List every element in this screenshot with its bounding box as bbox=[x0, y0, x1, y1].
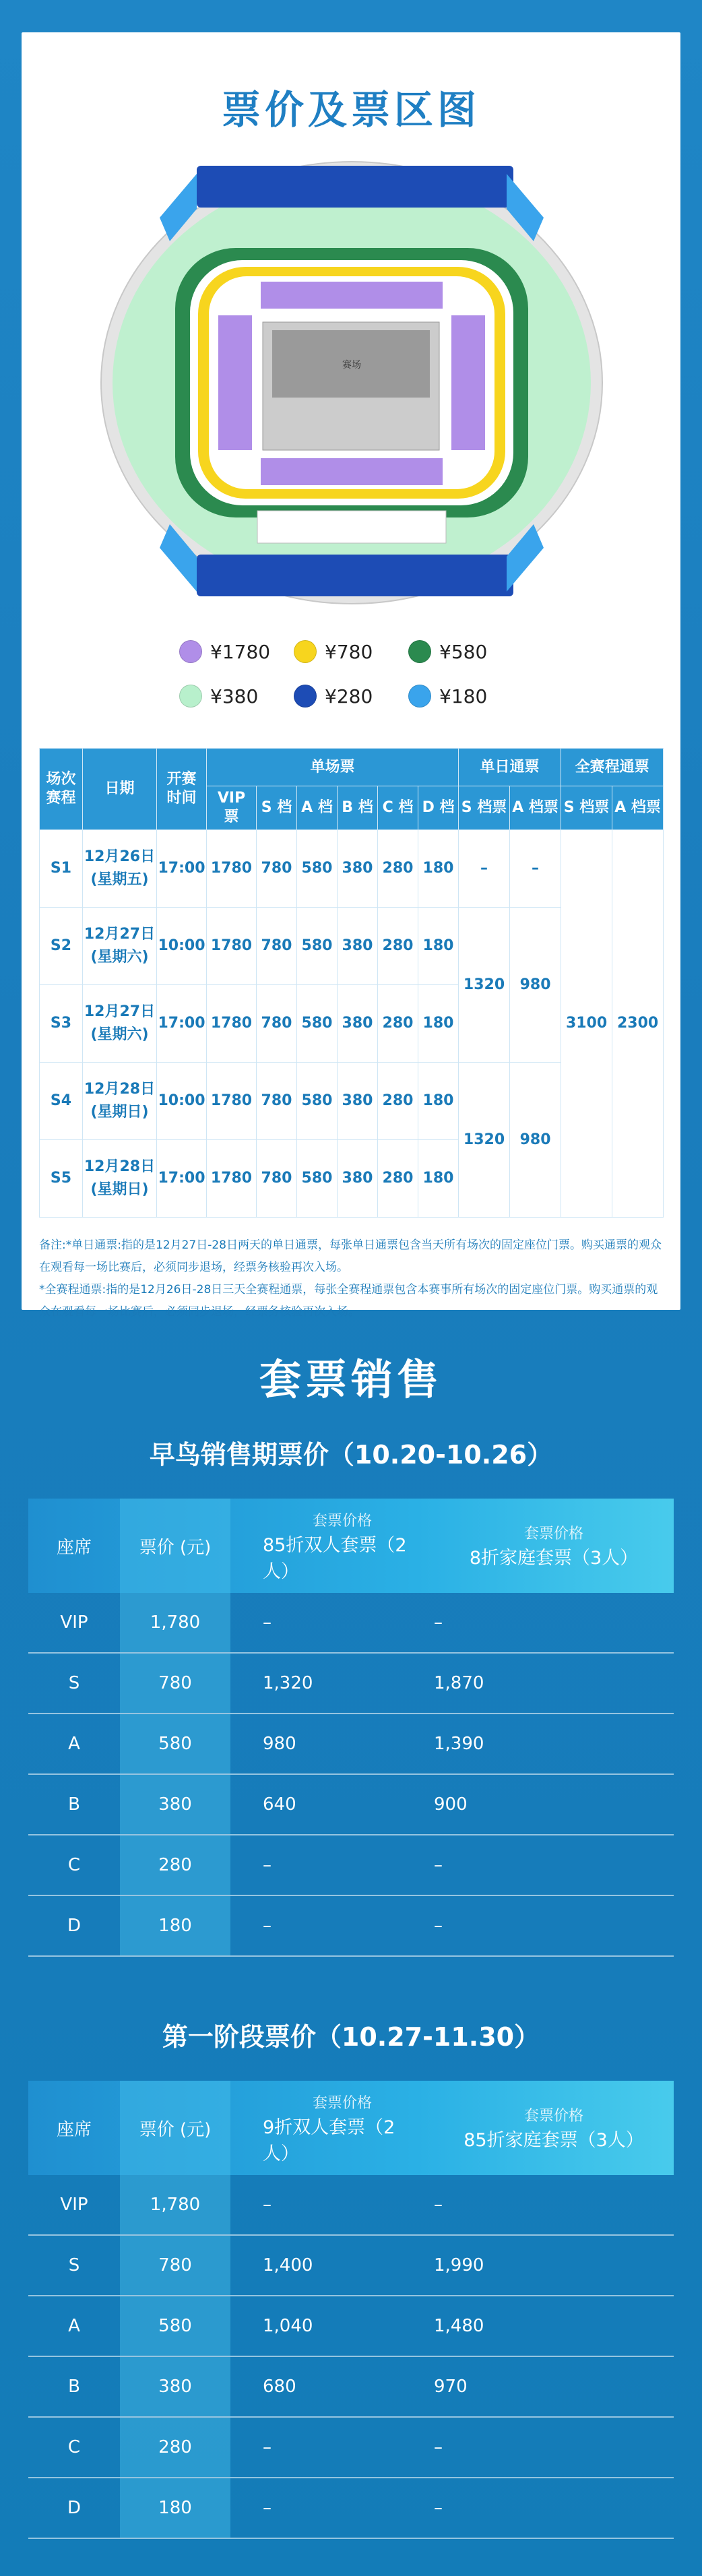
th-a: A 档 bbox=[297, 786, 338, 830]
th-d: D 档 bbox=[418, 786, 459, 830]
th-date: 日期 bbox=[83, 749, 157, 830]
th-s: S 档 bbox=[257, 786, 297, 830]
legend-row-2 bbox=[22, 685, 680, 708]
th-session: 场次 赛程 bbox=[40, 749, 83, 830]
legend-item: ¥380 bbox=[179, 685, 294, 708]
ticket-card bbox=[22, 32, 680, 1319]
table-row: B 380 640 900 bbox=[28, 1775, 674, 1835]
legend-item: ¥780 bbox=[294, 640, 408, 663]
field-label: 赛场 bbox=[342, 360, 361, 371]
block-vip-right bbox=[451, 315, 485, 450]
table-row: S 780 1,320 1,870 bbox=[28, 1654, 674, 1714]
th-day-pass: 单日通票 bbox=[459, 749, 561, 786]
block-vip-top bbox=[261, 282, 443, 309]
table-row: C 280 – – bbox=[28, 2418, 674, 2478]
block-vip-left bbox=[218, 315, 252, 450]
th-full-a: A 档票 bbox=[612, 786, 664, 830]
early-bird-head: 座席 票价 (元) 套票价格 85折双人套票（2人） 套票价格 8折家庭套票（3人） bbox=[28, 1499, 674, 1593]
table-row: S1 12月26日 (星期五) 17:00 1780 780 580 380 280 180 – – 3100 2300 bbox=[40, 830, 664, 908]
phase1-head: 座席 票价 (元) 套票价格 9折双人套票（2人） 套票价格 85折家庭套票（3人） bbox=[28, 2081, 674, 2175]
th-c: C 档 bbox=[378, 786, 418, 830]
th-single: 单场票 bbox=[207, 749, 459, 786]
card-title: 票价及票区图 bbox=[221, 87, 480, 133]
early-bird-title: 早鸟销售期票价（10.20-10.26） bbox=[149, 1440, 553, 1470]
table-row: A 580 1,040 1,480 bbox=[28, 2296, 674, 2357]
table-row: S 780 1,400 1,990 bbox=[28, 2236, 674, 2296]
th-vip: VIP 票 bbox=[207, 786, 257, 830]
table-row: VIP 1,780 – – bbox=[28, 1593, 674, 1654]
table-row: S4 12月28日 (星期日) 10:00 1780 780 580 380 280 180 1320 980 bbox=[40, 1063, 664, 1140]
th-full-s: S 档票 bbox=[561, 786, 612, 830]
th-pass-s: S 档票 bbox=[459, 786, 510, 830]
legend-dot-a bbox=[408, 640, 431, 663]
phase1-table bbox=[28, 2081, 674, 2539]
legend-dot-vip bbox=[179, 640, 202, 663]
block-vip-bottom bbox=[261, 458, 443, 485]
note-full-pass: *全赛程通票:指的是12月26日-28日三天全赛程通票，每张全赛程通票包含本赛事所有场次的固定座位门票。购买通票的观众在观看每一场比赛后，必须同步退场，经票务核验再次入场。 bbox=[39, 1283, 658, 1319]
legend-item: ¥1780 bbox=[179, 640, 294, 663]
legend-dot-b bbox=[179, 685, 202, 708]
table-row: S2 12月27日 (星期六) 10:00 1780 780 580 380 280 180 1320 980 bbox=[40, 908, 664, 985]
legend-item: ¥280 bbox=[294, 685, 408, 708]
table-row: S5 12月28日 (星期日) 17:00 1780 780 580 380 280 180 bbox=[40, 1140, 664, 1218]
table-row: B 380 680 970 bbox=[28, 2357, 674, 2418]
block-c-bottom bbox=[197, 555, 513, 596]
legend-dot-c bbox=[294, 685, 317, 708]
block-c-top bbox=[197, 166, 513, 208]
th-full-pass: 全赛程通票 bbox=[561, 749, 664, 786]
legend-dot-s bbox=[294, 640, 317, 663]
table-row: C 280 – – bbox=[28, 1835, 674, 1896]
note-day-pass: 备注:*单日通票:指的是12月27日-28日两天的单日通票，每张单日通票包含当天所有场次的固定座位门票。购买通票的观众在观看每一场比赛后，必须同步退场，经票务核验再次入场。 bbox=[39, 1238, 662, 1274]
legend-dot-d bbox=[408, 685, 431, 708]
early-bird-table bbox=[28, 1499, 674, 1957]
th-pass-a: A 档票 bbox=[510, 786, 561, 830]
th-b: B 档 bbox=[338, 786, 378, 830]
seating-map bbox=[96, 154, 608, 612]
price-table bbox=[39, 748, 664, 1218]
notes bbox=[39, 1234, 663, 1323]
table-row: D 180 – – bbox=[28, 1896, 674, 1957]
package-section-title: 套票销售 bbox=[259, 1355, 443, 1404]
table-row: VIP 1,780 – – bbox=[28, 2175, 674, 2236]
table-row: S3 12月27日 (星期六) 17:00 1780 780 580 380 280 180 bbox=[40, 985, 664, 1063]
table-row: D 180 – – bbox=[28, 2478, 674, 2539]
phase1-title: 第一阶段票价（10.27-11.30） bbox=[162, 2022, 540, 2052]
legend-row-1 bbox=[22, 640, 680, 663]
table-row: A 580 980 1,390 bbox=[28, 1714, 674, 1775]
legend-item: ¥580 bbox=[408, 640, 523, 663]
th-time: 开赛 时间 bbox=[157, 749, 207, 830]
legend-item: ¥180 bbox=[408, 685, 523, 708]
